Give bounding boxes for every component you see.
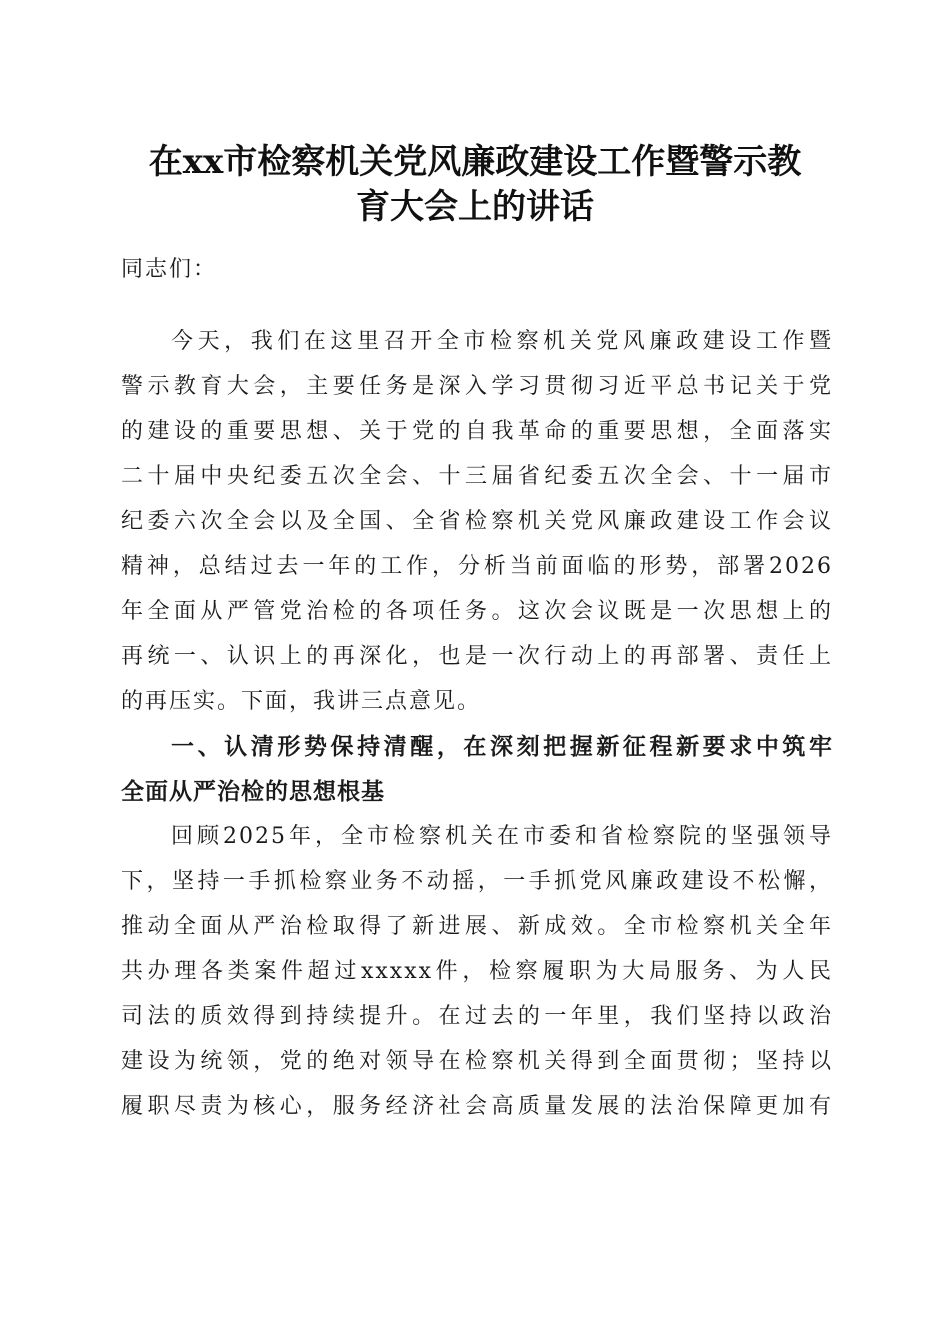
paragraph-1-line: 再统一、认识上的再深化，也是一次行动上的再部署、责任上	[121, 644, 833, 669]
salutation: 同志们：	[121, 257, 218, 282]
paragraph-2-line: 共办理各类案件超过xxxxx件，检察履职为大局服务、为人民	[121, 959, 833, 984]
paragraph-1-line: 年全面从严管党治检的各项任务。这次会议既是一次思想上的	[121, 599, 833, 624]
paragraph-1-line: 精神，总结过去一年的工作，分析当前面临的形势，部署2026	[121, 554, 833, 579]
paragraph-1-line: 的建设的重要思想、关于党的自我革命的重要思想，全面落实	[121, 419, 833, 444]
section-heading-1-line: 一、认清形势保持清醒，在深刻把握新征程新要求中筑牢	[171, 734, 833, 760]
document-title-line-2: 育大会上的讲话	[356, 187, 594, 227]
paragraph-1-line: 纪委六次全会以及全国、全省检察机关党风廉政建设工作会议	[121, 509, 833, 534]
paragraph-1-line: 警示教育大会，主要任务是深入学习贯彻习近平总书记关于党	[121, 374, 833, 399]
paragraph-2-line: 回顾2025年，全市检察机关在市委和省检察院的坚强领导	[171, 824, 833, 849]
paragraph-2-line: 司法的质效得到持续提升。在过去的一年里，我们坚持以政治	[121, 1004, 833, 1029]
paragraph-1-line: 的再压实。下面，我讲三点意见。	[121, 689, 482, 714]
paragraph-2-line: 推动全面从严治检取得了新进展、新成效。全市检察机关全年	[121, 914, 833, 939]
document-title-line-1: 在xx市检察机关党风廉政建设工作暨警示教	[148, 142, 802, 182]
paragraph-1-line: 今天，我们在这里召开全市检察机关党风廉政建设工作暨	[171, 329, 833, 354]
paragraph-2-line: 履职尽责为核心，服务经济社会高质量发展的法治保障更加有	[121, 1094, 833, 1119]
paragraph-2-line: 建设为统领，党的绝对领导在检察机关得到全面贯彻；坚持以	[121, 1049, 833, 1074]
paragraph-2-line: 下，坚持一手抓检察业务不动摇，一手抓党风廉政建设不松懈，	[121, 869, 833, 894]
paragraph-1-line: 二十届中央纪委五次全会、十三届省纪委五次全会、十一届市	[121, 464, 833, 489]
section-heading-1-line: 全面从严治检的思想根基	[121, 779, 385, 805]
